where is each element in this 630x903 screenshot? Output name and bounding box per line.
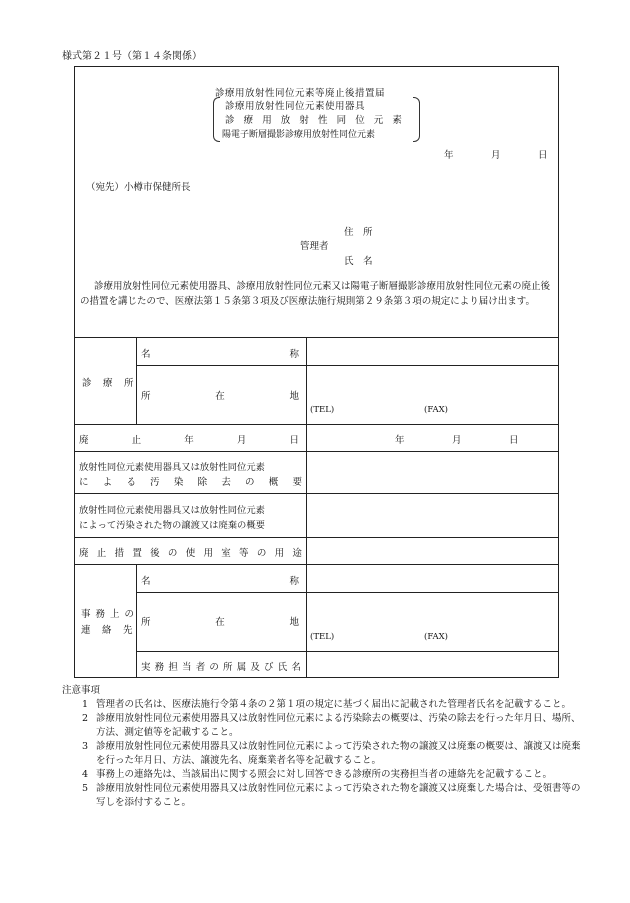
clinic-fax-label: (FAX)	[424, 405, 448, 415]
title-option-2: 診 療 用 放 射 性 同 位 元 素	[225, 115, 402, 126]
clinic-name-label: 名 称	[141, 349, 299, 360]
form-title: 診療用放射性同位元素等廃止後措置届	[215, 88, 386, 99]
clinic-location-label: 所 在 地	[141, 391, 299, 402]
right-brace	[413, 97, 420, 142]
note-item: 1 管理者の氏名は、医療法施行令第４条の２第１項の規定に基づく届出に記載された管理者氏名を記載すること。	[81, 699, 572, 710]
decontamination-label-line2: に よ る 汚 染 除 去 の 概 要	[79, 477, 302, 488]
contact-tel-label: (TEL)	[310, 632, 335, 642]
title-option-1: 診療用放射性同位元素使用器具	[225, 101, 366, 112]
contact-location-label: 所 在 地	[141, 617, 299, 628]
row-divider	[74, 337, 559, 338]
date-year-label: 年	[444, 150, 454, 161]
staff-label: 実 務 担 当 者 の 所 属 及 び 氏 名	[141, 662, 301, 673]
abolition-day: 日	[509, 435, 519, 446]
title-option-3: 陽電子断層撮影診療用放射性同位元素	[222, 130, 376, 140]
usage-label: 廃 止 措 置 後 の 使 用 室 等 の 用 途	[79, 548, 302, 559]
addressee: （宛先）小樽市保健所長	[86, 182, 191, 193]
transfer-label-line2: によって汚染された物の譲渡又は廃棄の概要	[79, 520, 265, 531]
manager-label: 管理者	[300, 241, 329, 252]
left-brace	[213, 97, 220, 142]
form-number-label: 様式第２１号（第１４条関係）	[62, 51, 202, 62]
name-label: 氏 名	[344, 256, 373, 267]
note-item: 4 事務上の連絡先は、当該届出に関する照会に対し回答できる診療所の実務担当者の連絡先を記載すること。	[81, 769, 553, 780]
transfer-label-line1: 放射性同位元素使用器具又は放射性同位元素	[79, 505, 265, 516]
notes-heading: 注意事項	[62, 685, 101, 696]
clinic-label: 診 療 所	[82, 378, 135, 389]
declaration-text: 診療用放射性同位元素使用器具、診療用放射性同位元素又は陽電子断層撮影診療用放射性同位元素の廃止後の措置を講じたので、医療法第１５条第３項及び医療法施行規則第２９条第３項の規定により届け出ます。	[80, 281, 551, 307]
abolition-year: 年	[395, 435, 405, 446]
contact-fax-label: (FAX)	[424, 632, 448, 642]
clinic-tel-label: (TEL)	[310, 405, 335, 415]
decontamination-label-line1: 放射性同位元素使用器具又は放射性同位元素	[79, 462, 265, 473]
address-label: 住 所	[344, 227, 373, 238]
contact-name-label: 名 称	[141, 576, 299, 587]
contact-label-line1: 事 務 上 の	[81, 609, 136, 620]
abolition-month: 月	[452, 435, 462, 446]
note-item: 5 診療用放射性同位元素使用器具又は放射性同位元素によって汚染された物を譲渡又は廃棄した場合は、受領書等の写しを添付すること。	[81, 783, 581, 808]
notes-section	[62, 684, 602, 810]
contact-label-line2: 連 絡 先	[81, 625, 134, 636]
note-item: 2 診療用放射性同位元素使用器具又は放射性同位元素による汚染除去の概要は、汚染の除去を行った年月日、場所、方法、測定値等を記載すること。	[81, 713, 581, 738]
date-day-label: 日	[538, 150, 548, 161]
note-item: 3 診療用放射性同位元素使用器具又は放射性同位元素によって汚染された物の譲渡又は廃棄の概要は、譲渡又は廃棄を行った年月日、方法、譲渡先名、廃棄業者名等を記載すること。	[81, 741, 581, 766]
date-month-label: 月	[491, 150, 501, 161]
abolition-date-label: 廃 止 年 月 日	[79, 435, 299, 446]
